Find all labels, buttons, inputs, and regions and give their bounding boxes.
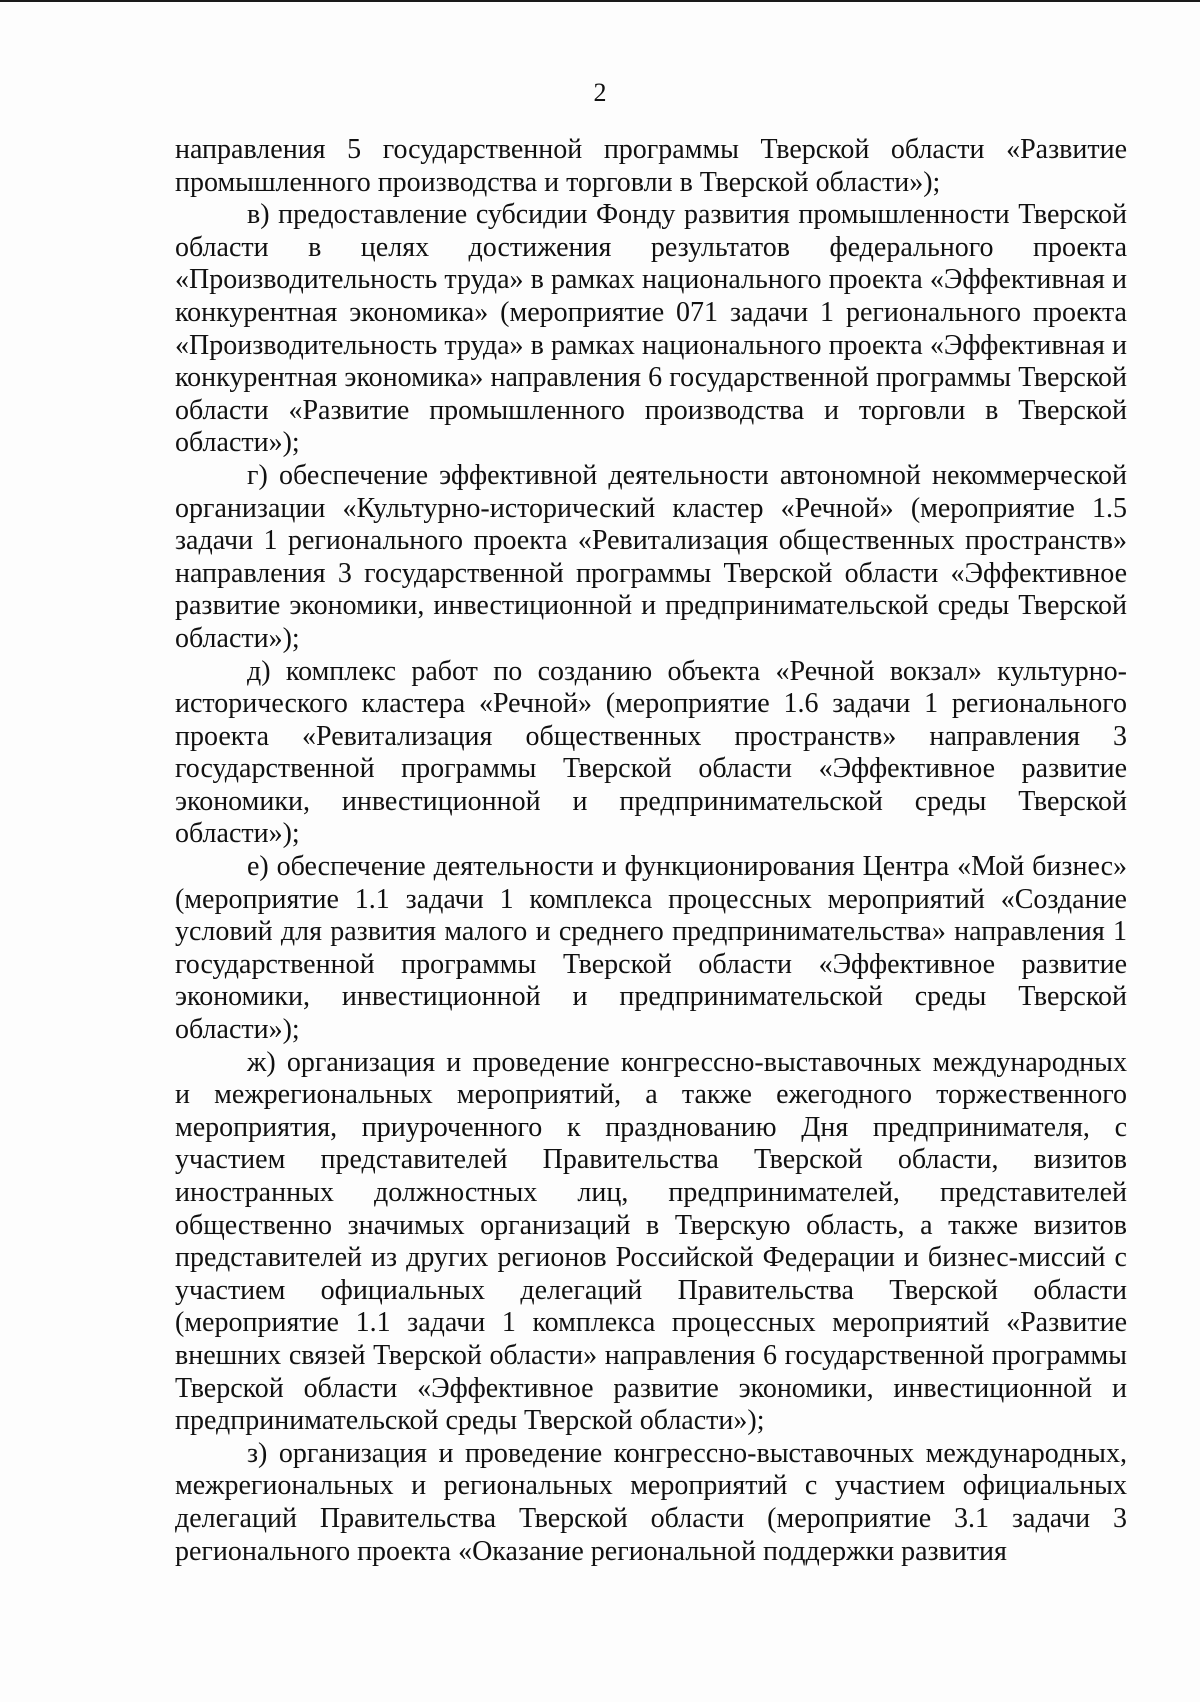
paragraph-item-z: з) организация и проведение конгрессно-выставочных международных, межрегиональных и региональных мероприятий с участием официальных делегаций Правительства Тверской области (мероприятие 3.1 задачи 3 регионального проекта «Оказание региональной поддержки развития	[175, 1437, 1127, 1567]
page-number: 2	[593, 78, 607, 107]
paragraph-item-v: в) предоставление субсидии Фонду развития промышленности Тверской области в целях достижения результатов федерального проекта «Производительность труда» в рамках национального проекта «Эффективная и конкурентная экономика» (мероприятие 071 задачи 1 регионального проекта «Производительность труда» в рамках национального проекта «Эффективная и конкурентная экономика» направления 6 государственной программы Тверской области «Развитие промышленного производства и торговли в Тверской области»);	[175, 199, 1127, 459]
paragraph-item-e: е) обеспечение деятельности и функционирования Центра «Мой бизнес» (мероприятие 1.1 задачи 1 комплекса процессных мероприятий «Создание условий для развития малого и среднего предпринимательства» направления 1 государственной программы Тверской области «Эффективное развитие экономики, инвестиционной и предпринимательской среды Тверской области»);	[175, 851, 1127, 1046]
document-body	[175, 134, 1127, 1568]
paragraph-item-g: г) обеспечение эффективной деятельности автономной некоммерческой организации «Культурно-исторический кластер «Речной» (мероприятие 1.5 задачи 1 регионального проекта «Ревитализация общественных пространств» направления 3 государственной программы Тверской области «Эффективное развитие экономики, инвестиционной и предпринимательской среды Тверской области»);	[175, 459, 1127, 654]
paragraph-continuation: направления 5 государственной программы Тверской области «Развитие промышленного производства и торговли в Тверской области»);	[175, 134, 1127, 198]
paragraph-item-zh: ж) организация и проведение конгрессно-выставочных международных и межрегиональных мероприятий, а также ежегодного торжественного мероприятия, приуроченного к празднованию Дня предпринимателя, с участием представителей Правительства Тверской области, визитов иностранных должностных лиц, предпринимателей, представителей общественно значимых организаций в Тверскую область, а также визитов представителей из других регионов Российской Федерации и бизнес-миссий с участием официальных делегаций Правительства Тверской области (мероприятие 1.1 задачи 1 комплекса процессных мероприятий «Развитие внешних связей Тверской области» направления 6 государственной программы Тверской области «Эффективное развитие экономики, инвестиционной и предпринимательской среды Тверской области»);	[175, 1046, 1127, 1437]
paragraph-item-d: д) комплекс работ по созданию объекта «Речной вокзал» культурно-исторического кластера «Речной» (мероприятие 1.6 задачи 1 регионального проекта «Ревитализация общественных пространств» направления 3 государственной программы Тверской области «Эффективное развитие экономики, инвестиционной и предпринимательской среды Тверской области»);	[175, 655, 1127, 850]
